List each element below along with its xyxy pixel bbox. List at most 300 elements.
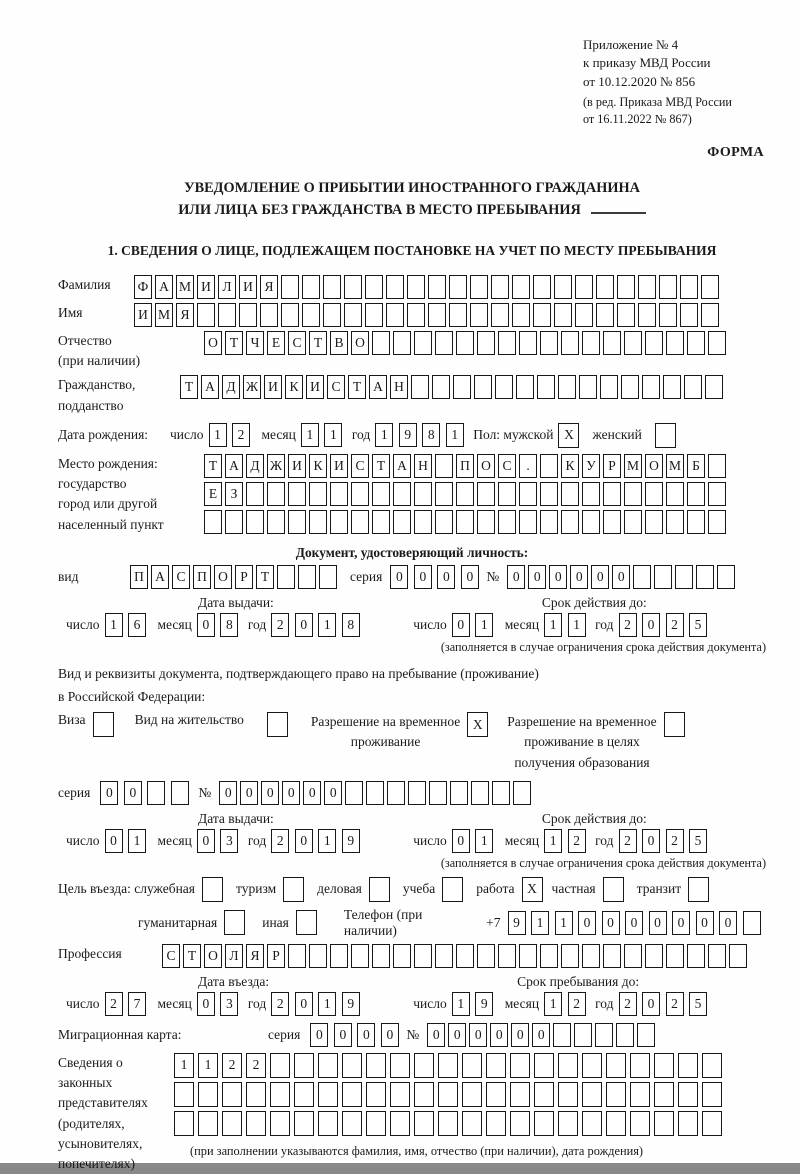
- char-cell[interactable]: 2: [666, 992, 684, 1016]
- char-cell[interactable]: 1: [318, 829, 336, 853]
- char-cell[interactable]: М: [155, 303, 173, 327]
- char-cell[interactable]: [624, 331, 642, 355]
- char-cell[interactable]: [390, 1053, 410, 1078]
- char-cell[interactable]: [477, 510, 495, 534]
- char-cell[interactable]: [534, 1053, 554, 1078]
- char-cell[interactable]: [621, 375, 639, 399]
- char-cell[interactable]: [414, 331, 432, 355]
- char-cell[interactable]: Н: [414, 454, 432, 478]
- char-cell[interactable]: 1: [475, 613, 493, 637]
- sex-female-checkbox[interactable]: [655, 423, 679, 448]
- char-cell[interactable]: [537, 375, 555, 399]
- char-cell[interactable]: [561, 510, 579, 534]
- char-cell[interactable]: [701, 275, 719, 299]
- char-cell[interactable]: [633, 565, 651, 589]
- char-cell[interactable]: [288, 482, 306, 506]
- char-cell[interactable]: [372, 331, 390, 355]
- char-cell[interactable]: 0: [219, 781, 237, 805]
- char-cell[interactable]: 1: [544, 829, 562, 853]
- residence-permit-checkbox[interactable]: [267, 712, 291, 737]
- char-cell[interactable]: 0: [696, 911, 714, 935]
- char-cell[interactable]: [309, 482, 327, 506]
- char-cell[interactable]: 0: [197, 992, 215, 1016]
- char-cell[interactable]: 2: [105, 992, 123, 1016]
- char-cell[interactable]: [302, 303, 320, 327]
- char-cell[interactable]: [708, 944, 726, 968]
- char-cell[interactable]: 0: [295, 992, 313, 1016]
- char-cell[interactable]: [519, 944, 537, 968]
- char-cell[interactable]: 1: [174, 1053, 194, 1078]
- char-cell[interactable]: [225, 510, 243, 534]
- char-cell[interactable]: 0: [124, 781, 142, 805]
- char-cell[interactable]: [708, 482, 726, 506]
- char-cell[interactable]: П: [456, 454, 474, 478]
- char-cell[interactable]: [498, 331, 516, 355]
- char-cell[interactable]: [387, 781, 405, 805]
- char-cell[interactable]: 2: [619, 829, 637, 853]
- char-cell[interactable]: [659, 275, 677, 299]
- char-cell[interactable]: 5: [689, 613, 707, 637]
- char-cell[interactable]: Т: [204, 454, 222, 478]
- char-cell[interactable]: [294, 1053, 314, 1078]
- char-cell[interactable]: [470, 275, 488, 299]
- char-cell[interactable]: 1: [544, 613, 562, 637]
- char-cell[interactable]: 0: [532, 1023, 550, 1047]
- char-cell[interactable]: 1: [324, 423, 342, 447]
- char-cell[interactable]: [510, 1053, 530, 1078]
- char-cell[interactable]: 0: [511, 1023, 529, 1047]
- char-cell[interactable]: [342, 1082, 362, 1107]
- char-cell[interactable]: [702, 1082, 722, 1107]
- char-cell[interactable]: 9: [399, 423, 417, 447]
- char-cell[interactable]: 8: [220, 613, 238, 637]
- char-cell[interactable]: Т: [256, 565, 274, 589]
- char-cell[interactable]: [603, 944, 621, 968]
- char-cell[interactable]: [414, 1082, 434, 1107]
- char-cell[interactable]: [393, 944, 411, 968]
- char-cell[interactable]: К: [309, 454, 327, 478]
- char-cell[interactable]: Ж: [243, 375, 261, 399]
- char-cell[interactable]: [540, 454, 558, 478]
- char-cell[interactable]: 0: [578, 911, 596, 935]
- char-cell[interactable]: [687, 482, 705, 506]
- char-cell[interactable]: А: [201, 375, 219, 399]
- char-cell[interactable]: Б: [687, 454, 705, 478]
- char-cell[interactable]: [197, 303, 215, 327]
- char-cell[interactable]: [294, 1082, 314, 1107]
- char-cell[interactable]: О: [204, 331, 222, 355]
- char-cell[interactable]: [246, 482, 264, 506]
- char-cell[interactable]: [655, 423, 676, 448]
- char-cell[interactable]: 1: [544, 992, 562, 1016]
- char-cell[interactable]: [477, 944, 495, 968]
- char-cell[interactable]: 0: [719, 911, 737, 935]
- char-cell[interactable]: [701, 303, 719, 327]
- char-cell[interactable]: 0: [295, 829, 313, 853]
- char-cell[interactable]: 2: [246, 1053, 266, 1078]
- char-cell[interactable]: 0: [591, 565, 609, 589]
- char-cell[interactable]: [372, 944, 390, 968]
- char-cell[interactable]: [202, 877, 223, 902]
- char-cell[interactable]: 1: [128, 829, 146, 853]
- char-cell[interactable]: [554, 275, 572, 299]
- char-cell[interactable]: З: [225, 482, 243, 506]
- char-cell[interactable]: 1: [475, 829, 493, 853]
- char-cell[interactable]: [296, 910, 317, 935]
- char-cell[interactable]: [558, 1082, 578, 1107]
- char-cell[interactable]: [678, 1082, 698, 1107]
- char-cell[interactable]: [407, 303, 425, 327]
- char-cell[interactable]: [330, 510, 348, 534]
- char-cell[interactable]: 0: [414, 565, 432, 589]
- char-cell[interactable]: 0: [197, 829, 215, 853]
- char-cell[interactable]: Д: [246, 454, 264, 478]
- char-cell[interactable]: [617, 303, 635, 327]
- char-cell[interactable]: А: [225, 454, 243, 478]
- char-cell[interactable]: [267, 482, 285, 506]
- char-cell[interactable]: [344, 303, 362, 327]
- char-cell[interactable]: [705, 375, 723, 399]
- char-cell[interactable]: 7: [128, 992, 146, 1016]
- char-cell[interactable]: П: [193, 565, 211, 589]
- char-cell[interactable]: [438, 1082, 458, 1107]
- char-cell[interactable]: [204, 510, 222, 534]
- char-cell[interactable]: 0: [642, 829, 660, 853]
- char-cell[interactable]: [708, 510, 726, 534]
- char-cell[interactable]: 0: [642, 992, 660, 1016]
- char-cell[interactable]: [309, 944, 327, 968]
- char-cell[interactable]: [743, 911, 761, 935]
- char-cell[interactable]: [435, 944, 453, 968]
- char-cell[interactable]: [270, 1111, 290, 1136]
- char-cell[interactable]: [659, 303, 677, 327]
- char-cell[interactable]: [471, 781, 489, 805]
- char-cell[interactable]: [637, 1023, 655, 1047]
- char-cell[interactable]: [222, 1082, 242, 1107]
- char-cell[interactable]: [688, 877, 709, 902]
- char-cell[interactable]: [519, 510, 537, 534]
- char-cell[interactable]: Ж: [267, 454, 285, 478]
- char-cell[interactable]: [246, 1082, 266, 1107]
- char-cell[interactable]: [491, 303, 509, 327]
- char-cell[interactable]: [390, 1082, 410, 1107]
- char-cell[interactable]: [174, 1111, 194, 1136]
- char-cell[interactable]: [366, 781, 384, 805]
- char-cell[interactable]: [553, 1023, 571, 1047]
- char-cell[interactable]: М: [176, 275, 194, 299]
- char-cell[interactable]: И: [288, 454, 306, 478]
- char-cell[interactable]: [288, 510, 306, 534]
- char-cell[interactable]: [449, 275, 467, 299]
- char-cell[interactable]: [624, 510, 642, 534]
- char-cell[interactable]: 0: [490, 1023, 508, 1047]
- char-cell[interactable]: [486, 1111, 506, 1136]
- char-cell[interactable]: [666, 482, 684, 506]
- char-cell[interactable]: 0: [100, 781, 118, 805]
- char-cell[interactable]: [462, 1082, 482, 1107]
- char-cell[interactable]: Ф: [134, 275, 152, 299]
- char-cell[interactable]: [498, 482, 516, 506]
- char-cell[interactable]: М: [666, 454, 684, 478]
- char-cell[interactable]: [438, 1053, 458, 1078]
- char-cell[interactable]: [582, 944, 600, 968]
- char-cell[interactable]: [510, 1082, 530, 1107]
- char-cell[interactable]: [533, 303, 551, 327]
- char-cell[interactable]: 2: [619, 613, 637, 637]
- char-cell[interactable]: 2: [232, 423, 250, 447]
- char-cell[interactable]: [456, 510, 474, 534]
- char-cell[interactable]: [486, 1082, 506, 1107]
- char-cell[interactable]: 0: [197, 613, 215, 637]
- char-cell[interactable]: 1: [105, 613, 123, 637]
- char-cell[interactable]: 9: [475, 992, 493, 1016]
- char-cell[interactable]: [414, 1111, 434, 1136]
- char-cell[interactable]: [684, 375, 702, 399]
- char-cell[interactable]: [393, 331, 411, 355]
- char-cell[interactable]: [477, 482, 495, 506]
- char-cell[interactable]: [680, 303, 698, 327]
- edu-permit-checkbox[interactable]: [664, 712, 688, 737]
- char-cell[interactable]: 0: [357, 1023, 375, 1047]
- char-cell[interactable]: [222, 1111, 242, 1136]
- char-cell[interactable]: [606, 1053, 626, 1078]
- char-cell[interactable]: [575, 303, 593, 327]
- purpose-other-checkbox[interactable]: [296, 910, 320, 935]
- char-cell[interactable]: 1: [301, 423, 319, 447]
- char-cell[interactable]: [617, 275, 635, 299]
- char-cell[interactable]: С: [288, 331, 306, 355]
- char-cell[interactable]: [595, 1023, 613, 1047]
- char-cell[interactable]: [582, 1082, 602, 1107]
- char-cell[interactable]: С: [162, 944, 180, 968]
- char-cell[interactable]: [351, 944, 369, 968]
- char-cell[interactable]: У: [582, 454, 600, 478]
- char-cell[interactable]: [664, 712, 685, 737]
- char-cell[interactable]: [575, 275, 593, 299]
- char-cell[interactable]: [224, 910, 245, 935]
- char-cell[interactable]: М: [624, 454, 642, 478]
- char-cell[interactable]: [638, 303, 656, 327]
- char-cell[interactable]: [582, 510, 600, 534]
- char-cell[interactable]: [470, 303, 488, 327]
- char-cell[interactable]: С: [172, 565, 190, 589]
- char-cell[interactable]: [462, 1111, 482, 1136]
- char-cell[interactable]: 2: [222, 1053, 242, 1078]
- char-cell[interactable]: Р: [603, 454, 621, 478]
- char-cell[interactable]: А: [151, 565, 169, 589]
- char-cell[interactable]: [429, 781, 447, 805]
- char-cell[interactable]: [198, 1082, 218, 1107]
- char-cell[interactable]: [630, 1082, 650, 1107]
- char-cell[interactable]: 0: [295, 613, 313, 637]
- char-cell[interactable]: [582, 482, 600, 506]
- char-cell[interactable]: [267, 712, 288, 737]
- char-cell[interactable]: К: [285, 375, 303, 399]
- char-cell[interactable]: [393, 482, 411, 506]
- char-cell[interactable]: [319, 565, 337, 589]
- char-cell[interactable]: [456, 482, 474, 506]
- char-cell[interactable]: 0: [649, 911, 667, 935]
- char-cell[interactable]: [540, 510, 558, 534]
- phone-cells[interactable]: [508, 911, 767, 935]
- char-cell[interactable]: [616, 1023, 634, 1047]
- purpose-humanitarian-checkbox[interactable]: [224, 910, 248, 935]
- char-cell[interactable]: [645, 482, 663, 506]
- char-cell[interactable]: 0: [625, 911, 643, 935]
- char-cell[interactable]: [600, 375, 618, 399]
- char-cell[interactable]: А: [155, 275, 173, 299]
- char-cell[interactable]: Т: [183, 944, 201, 968]
- char-cell[interactable]: [246, 1111, 266, 1136]
- char-cell[interactable]: [666, 510, 684, 534]
- char-cell[interactable]: [702, 1053, 722, 1078]
- char-cell[interactable]: [372, 482, 390, 506]
- char-cell[interactable]: [428, 303, 446, 327]
- char-cell[interactable]: О: [351, 331, 369, 355]
- char-cell[interactable]: [534, 1082, 554, 1107]
- char-cell[interactable]: [438, 1111, 458, 1136]
- char-cell[interactable]: [630, 1111, 650, 1136]
- char-cell[interactable]: [675, 565, 693, 589]
- char-cell[interactable]: Л: [218, 275, 236, 299]
- char-cell[interactable]: [696, 565, 714, 589]
- char-cell[interactable]: 0: [303, 781, 321, 805]
- char-cell[interactable]: 2: [271, 829, 289, 853]
- char-cell[interactable]: [708, 331, 726, 355]
- char-cell[interactable]: [174, 1082, 194, 1107]
- char-cell[interactable]: [630, 1053, 650, 1078]
- char-cell[interactable]: [246, 510, 264, 534]
- char-cell[interactable]: 9: [342, 829, 360, 853]
- char-cell[interactable]: [513, 781, 531, 805]
- char-cell[interactable]: 3: [220, 829, 238, 853]
- char-cell[interactable]: [171, 781, 189, 805]
- char-cell[interactable]: [554, 303, 572, 327]
- char-cell[interactable]: [558, 375, 576, 399]
- char-cell[interactable]: [435, 482, 453, 506]
- char-cell[interactable]: Т: [309, 331, 327, 355]
- char-cell[interactable]: Я: [260, 275, 278, 299]
- char-cell[interactable]: [366, 1111, 386, 1136]
- char-cell[interactable]: П: [130, 565, 148, 589]
- char-cell[interactable]: [390, 1111, 410, 1136]
- char-cell[interactable]: 0: [507, 565, 525, 589]
- char-cell[interactable]: [540, 331, 558, 355]
- char-cell[interactable]: О: [214, 565, 232, 589]
- temp-permit-checkbox[interactable]: [467, 712, 491, 737]
- char-cell[interactable]: Е: [204, 482, 222, 506]
- char-cell[interactable]: [645, 331, 663, 355]
- char-cell[interactable]: [645, 944, 663, 968]
- char-cell[interactable]: [318, 1111, 338, 1136]
- char-cell[interactable]: 1: [198, 1053, 218, 1078]
- char-cell[interactable]: 5: [689, 829, 707, 853]
- char-cell[interactable]: [498, 944, 516, 968]
- char-cell[interactable]: 0: [334, 1023, 352, 1047]
- char-cell[interactable]: К: [561, 454, 579, 478]
- char-cell[interactable]: [435, 510, 453, 534]
- char-cell[interactable]: 2: [619, 992, 637, 1016]
- char-cell[interactable]: [561, 331, 579, 355]
- char-cell[interactable]: Р: [267, 944, 285, 968]
- char-cell[interactable]: [330, 944, 348, 968]
- char-cell[interactable]: [540, 482, 558, 506]
- char-cell[interactable]: [534, 1111, 554, 1136]
- char-cell[interactable]: [239, 303, 257, 327]
- char-cell[interactable]: [666, 944, 684, 968]
- char-cell[interactable]: [603, 331, 621, 355]
- char-cell[interactable]: Р: [235, 565, 253, 589]
- char-cell[interactable]: [408, 781, 426, 805]
- char-cell[interactable]: Я: [176, 303, 194, 327]
- char-cell[interactable]: 1: [531, 911, 549, 935]
- char-cell[interactable]: [510, 1111, 530, 1136]
- char-cell[interactable]: 0: [324, 781, 342, 805]
- char-cell[interactable]: [93, 712, 114, 737]
- char-cell[interactable]: 1: [446, 423, 464, 447]
- char-cell[interactable]: [323, 275, 341, 299]
- char-cell[interactable]: [678, 1053, 698, 1078]
- char-cell[interactable]: [606, 1082, 626, 1107]
- char-cell[interactable]: [453, 375, 471, 399]
- char-cell[interactable]: [498, 510, 516, 534]
- char-cell[interactable]: 2: [271, 613, 289, 637]
- char-cell[interactable]: 0: [469, 1023, 487, 1047]
- char-cell[interactable]: [729, 944, 747, 968]
- char-cell[interactable]: 2: [568, 829, 586, 853]
- char-cell[interactable]: [414, 944, 432, 968]
- char-cell[interactable]: [294, 1111, 314, 1136]
- char-cell[interactable]: С: [498, 454, 516, 478]
- char-cell[interactable]: [561, 944, 579, 968]
- char-cell[interactable]: [449, 303, 467, 327]
- char-cell[interactable]: [411, 375, 429, 399]
- char-cell[interactable]: [318, 1082, 338, 1107]
- char-cell[interactable]: И: [330, 454, 348, 478]
- char-cell[interactable]: [579, 375, 597, 399]
- char-cell[interactable]: Т: [225, 331, 243, 355]
- char-cell[interactable]: И: [239, 275, 257, 299]
- char-cell[interactable]: [386, 303, 404, 327]
- char-cell[interactable]: [495, 375, 513, 399]
- char-cell[interactable]: [654, 1082, 674, 1107]
- char-cell[interactable]: [624, 944, 642, 968]
- char-cell[interactable]: [654, 1053, 674, 1078]
- char-cell[interactable]: [414, 1053, 434, 1078]
- char-cell[interactable]: [330, 482, 348, 506]
- purpose-tourism-checkbox[interactable]: [283, 877, 307, 902]
- char-cell[interactable]: [561, 482, 579, 506]
- char-cell[interactable]: [456, 944, 474, 968]
- purpose-study-checkbox[interactable]: [442, 877, 466, 902]
- purpose-work-checkbox[interactable]: [522, 877, 546, 902]
- char-cell[interactable]: [386, 275, 404, 299]
- char-cell[interactable]: 1: [452, 992, 470, 1016]
- char-cell[interactable]: [603, 510, 621, 534]
- char-cell[interactable]: В: [330, 331, 348, 355]
- char-cell[interactable]: 0: [381, 1023, 399, 1047]
- char-cell[interactable]: [687, 510, 705, 534]
- char-cell[interactable]: 8: [422, 423, 440, 447]
- char-cell[interactable]: [666, 331, 684, 355]
- char-cell[interactable]: [663, 375, 681, 399]
- char-cell[interactable]: [351, 482, 369, 506]
- char-cell[interactable]: С: [351, 454, 369, 478]
- char-cell[interactable]: [342, 1053, 362, 1078]
- char-cell[interactable]: [603, 482, 621, 506]
- char-cell[interactable]: 0: [452, 613, 470, 637]
- char-cell[interactable]: [519, 482, 537, 506]
